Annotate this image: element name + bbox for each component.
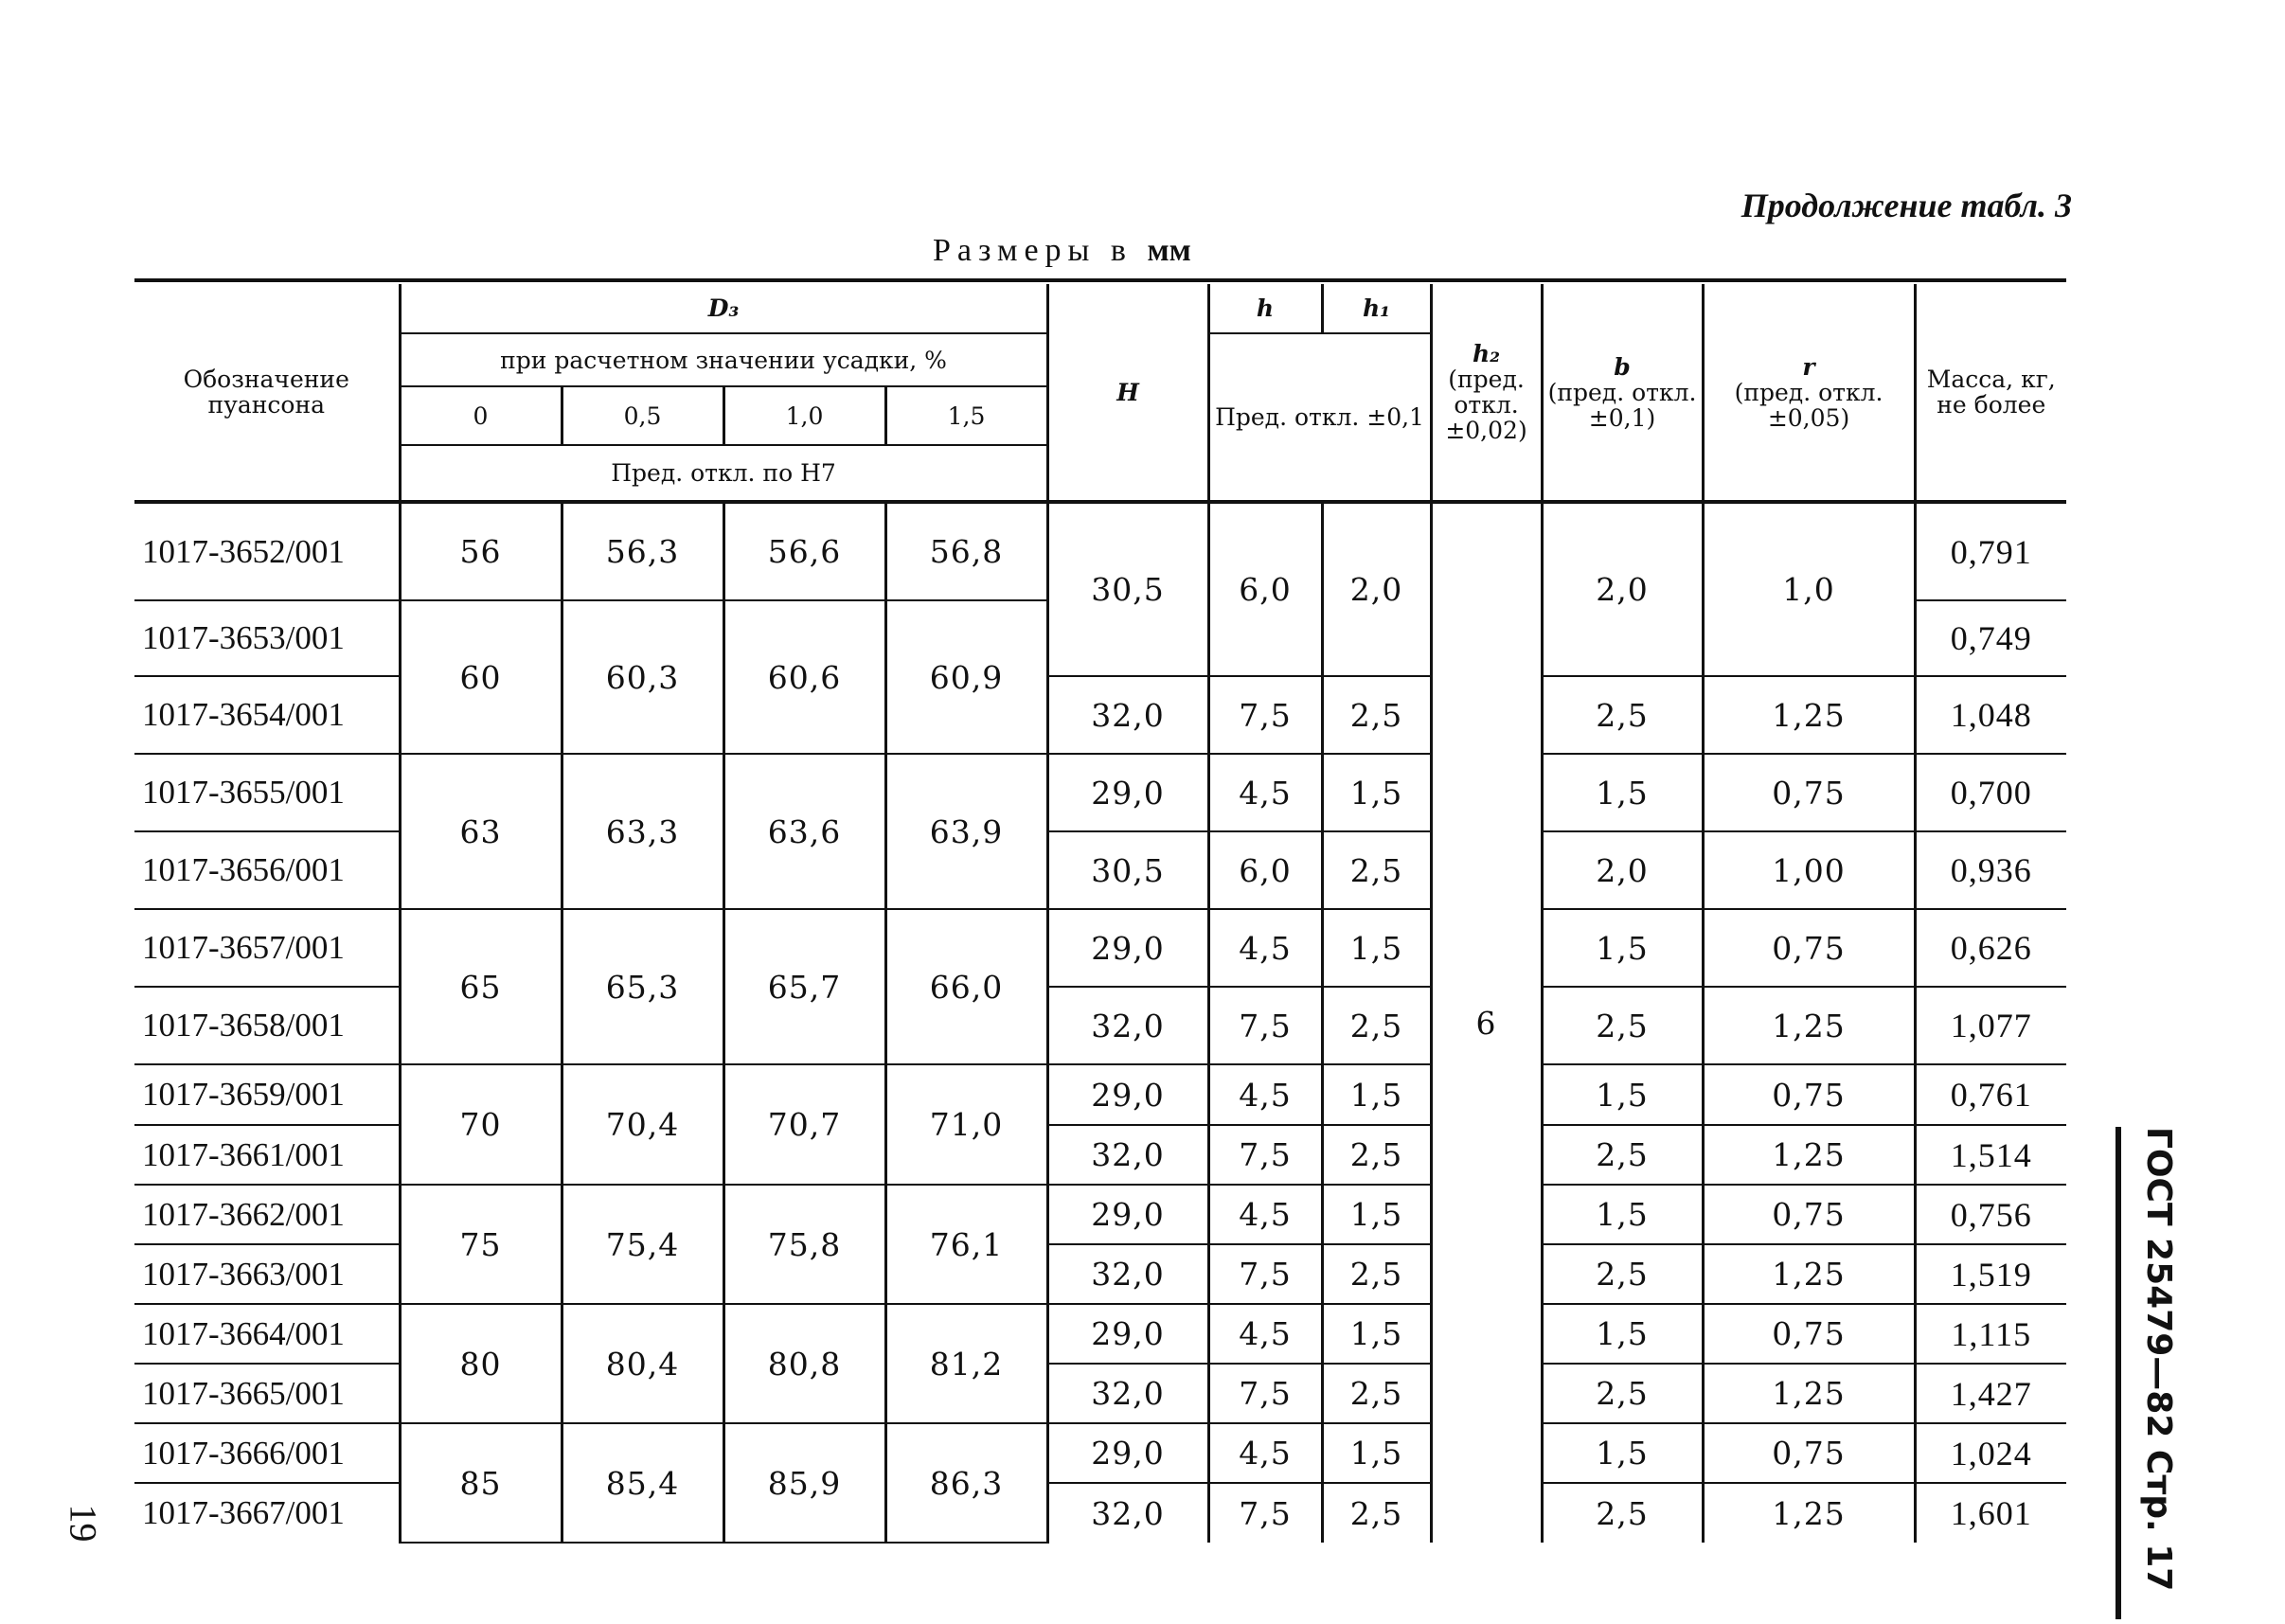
header-H: H <box>1047 284 1208 502</box>
h-value: 7,5 <box>1208 1483 1322 1543</box>
d3-value: 65,3 <box>562 909 723 1064</box>
header-h2-tol: (пред. откл. ±0,02) <box>1445 366 1527 444</box>
header-mass: Масса, кг, не более <box>1915 284 2066 502</box>
top-rule <box>134 278 2066 282</box>
table-row-code: 1017-3661/001 <box>134 1125 400 1185</box>
header-r <box>1703 284 1915 502</box>
H-value: 32,0 <box>1047 1244 1208 1304</box>
h-value: 6,0 <box>1208 502 1322 676</box>
table-row-code: 1017-3658/001 <box>134 987 400 1064</box>
d3-value: 85,9 <box>723 1423 885 1543</box>
d3-value: 60,3 <box>562 600 723 754</box>
r-value: 0,75 <box>1703 1185 1915 1244</box>
r-value: 1,25 <box>1703 1244 1915 1304</box>
d3-value: 65 <box>400 909 562 1064</box>
continuation-label: Продолжение табл. 3 <box>1741 187 2072 224</box>
b-value: 1,5 <box>1542 1304 1703 1364</box>
mass-value: 0,756 <box>1915 1185 2066 1244</box>
H-value: 32,0 <box>1047 1364 1208 1423</box>
h1-value: 2,5 <box>1322 1125 1431 1185</box>
table-row-code: 1017-3664/001 <box>134 1304 400 1364</box>
mass-value: 0,700 <box>1915 754 2066 831</box>
h1-value: 2,5 <box>1322 1483 1431 1543</box>
mass-value: 1,601 <box>1915 1483 2066 1543</box>
header-h2-symbol: h₂ <box>1472 340 1501 367</box>
punch-dimensions-table <box>134 284 2066 1544</box>
h1-value: 2,0 <box>1322 502 1431 676</box>
r-value: 0,75 <box>1703 1304 1915 1364</box>
r-value: 0,75 <box>1703 1423 1915 1483</box>
h-value: 7,5 <box>1208 676 1322 754</box>
d3-value: 56,8 <box>885 502 1047 600</box>
header-d3: D₃ <box>400 284 1047 333</box>
h2-value: 6 <box>1431 502 1542 1543</box>
header-r-tol: (пред. откл. ±0,05) <box>1734 378 1883 432</box>
r-value: 0,75 <box>1703 754 1915 831</box>
r-value: 1,00 <box>1703 831 1915 909</box>
H-value: 29,0 <box>1047 909 1208 987</box>
d3-value: 56,3 <box>562 502 723 600</box>
H-value: 32,0 <box>1047 987 1208 1064</box>
mass-value: 1,514 <box>1915 1125 2066 1185</box>
d3-value: 56 <box>400 502 562 600</box>
H-value: 30,5 <box>1047 502 1208 676</box>
d3-value: 63,9 <box>885 754 1047 909</box>
d3-value: 75,4 <box>562 1185 723 1304</box>
h-value: 4,5 <box>1208 1423 1322 1483</box>
d3-value: 63,6 <box>723 754 885 909</box>
table-row-code: 1017-3656/001 <box>134 831 400 909</box>
header-shrinkage: при расчетном значении усадки, % <box>400 333 1047 386</box>
d3-value: 81,2 <box>885 1304 1047 1423</box>
mass-value: 0,761 <box>1915 1064 2066 1125</box>
units-mm: мм <box>1147 233 1191 268</box>
h-value: 7,5 <box>1208 1125 1322 1185</box>
d3-value: 60,6 <box>723 600 885 754</box>
d3-value: 80,4 <box>562 1304 723 1423</box>
mass-value: 0,791 <box>1915 502 2066 600</box>
mass-value: 0,936 <box>1915 831 2066 909</box>
d3-value: 80,8 <box>723 1304 885 1423</box>
h-value: 4,5 <box>1208 754 1322 831</box>
mass-value: 1,519 <box>1915 1244 2066 1304</box>
b-value: 2,5 <box>1542 1244 1703 1304</box>
table-row-code: 1017-3655/001 <box>134 754 400 831</box>
b-value: 2,5 <box>1542 1364 1703 1423</box>
b-value: 2,0 <box>1542 831 1703 909</box>
mass-value: 1,024 <box>1915 1423 2066 1483</box>
d3-value: 66,0 <box>885 909 1047 1064</box>
mass-value: 0,626 <box>1915 909 2066 987</box>
table-row-code: 1017-3654/001 <box>134 676 400 754</box>
d3-value: 75,8 <box>723 1185 885 1304</box>
h-value: 7,5 <box>1208 987 1322 1064</box>
d3-value: 86,3 <box>885 1423 1047 1543</box>
h1-value: 1,5 <box>1322 909 1431 987</box>
h1-value: 1,5 <box>1322 754 1431 831</box>
r-value: 0,75 <box>1703 1064 1915 1125</box>
table-row-code: 1017-3659/001 <box>134 1064 400 1125</box>
r-value: 1,25 <box>1703 1483 1915 1543</box>
d3-value: 85 <box>400 1423 562 1543</box>
h-value: 7,5 <box>1208 1244 1322 1304</box>
b-value: 2,5 <box>1542 1483 1703 1543</box>
d3-value: 63 <box>400 754 562 909</box>
b-value: 2,5 <box>1542 987 1703 1064</box>
d3-value: 56,6 <box>723 502 885 600</box>
H-value: 29,0 <box>1047 1423 1208 1483</box>
header-b <box>1542 284 1703 502</box>
h1-value: 1,5 <box>1322 1423 1431 1483</box>
header-shrink-1-0: 1,0 <box>723 386 885 445</box>
page-number: 19 <box>62 1504 105 1543</box>
r-value: 1,25 <box>1703 1125 1915 1185</box>
b-value: 1,5 <box>1542 1185 1703 1244</box>
d3-value: 70,7 <box>723 1064 885 1185</box>
table-row-code: 1017-3652/001 <box>134 502 400 600</box>
h1-value: 2,5 <box>1322 1364 1431 1423</box>
h1-value: 1,5 <box>1322 1304 1431 1364</box>
table-row-code: 1017-3667/001 <box>142 1494 345 1531</box>
r-value: 1,0 <box>1703 502 1915 676</box>
header-shrink-0: 0 <box>400 386 562 445</box>
mass-value: 1,048 <box>1915 676 2066 754</box>
r-value: 1,25 <box>1703 1364 1915 1423</box>
header-r-symbol: r <box>1802 352 1815 381</box>
h1-value: 2,5 <box>1322 987 1431 1064</box>
r-value: 1,25 <box>1703 676 1915 754</box>
h-value: 4,5 <box>1208 1064 1322 1125</box>
b-value: 1,5 <box>1542 1064 1703 1125</box>
header-h-tol: Пред. откл. ±0,1 <box>1208 333 1431 502</box>
b-value: 2,5 <box>1542 1125 1703 1185</box>
b-value: 1,5 <box>1542 909 1703 987</box>
table-header <box>134 284 2066 502</box>
h-value: 4,5 <box>1208 1304 1322 1364</box>
header-b-tol: (пред. откл. ±0,1) <box>1547 378 1697 432</box>
d3-value: 70,4 <box>562 1064 723 1185</box>
table-row-code: 1017-3653/001 <box>134 600 400 676</box>
table-row-code: 1017-3666/001 <box>134 1423 400 1483</box>
header-shrink-1-5: 1,5 <box>885 386 1047 445</box>
units-text: Размеры в <box>933 233 1133 268</box>
d3-value: 65,7 <box>723 909 885 1064</box>
mass-value: 1,077 <box>1915 987 2066 1064</box>
header-h: h <box>1208 284 1322 333</box>
mass-value: 1,115 <box>1915 1304 2066 1364</box>
gost-side-label: ГОСТ 25479—82 Стр. 17 <box>2115 1127 2178 1619</box>
H-value: 32,0 <box>1047 1125 1208 1185</box>
h-value: 4,5 <box>1208 909 1322 987</box>
table-row-code: 1017-3657/001 <box>134 909 400 987</box>
d3-value: 71,0 <box>885 1064 1047 1185</box>
table-body <box>134 502 2066 1543</box>
b-value: 2,5 <box>1542 676 1703 754</box>
H-value: 29,0 <box>1047 754 1208 831</box>
d3-value: 80 <box>400 1304 562 1423</box>
h1-value: 2,5 <box>1322 1244 1431 1304</box>
header-shrink-0-5: 0,5 <box>562 386 723 445</box>
header-h2 <box>1431 284 1542 502</box>
h1-value: 1,5 <box>1322 1185 1431 1244</box>
header-h1: h₁ <box>1322 284 1431 333</box>
d3-value: 75 <box>400 1185 562 1304</box>
r-value: 1,25 <box>1703 987 1915 1064</box>
b-value: 1,5 <box>1542 1423 1703 1483</box>
h-value: 6,0 <box>1208 831 1322 909</box>
table-row-code: 1017-3662/001 <box>134 1185 400 1244</box>
h-value: 4,5 <box>1208 1185 1322 1244</box>
H-value: 29,0 <box>1047 1304 1208 1364</box>
d3-value: 63,3 <box>562 754 723 909</box>
h1-value: 1,5 <box>1322 1064 1431 1125</box>
h-value: 7,5 <box>1208 1364 1322 1423</box>
b-value: 2,0 <box>1542 502 1703 676</box>
table-row-code: 1017-3665/001 <box>134 1364 400 1423</box>
b-value: 1,5 <box>1542 754 1703 831</box>
H-value: 32,0 <box>1047 676 1208 754</box>
d3-value: 60,9 <box>885 600 1047 754</box>
h1-value: 2,5 <box>1322 831 1431 909</box>
h1-value: 2,5 <box>1322 676 1431 754</box>
d3-value: 60 <box>400 600 562 754</box>
d3-value: 76,1 <box>885 1185 1047 1304</box>
H-value: 30,5 <box>1047 831 1208 909</box>
table-row-code: 1017-3663/001 <box>134 1244 400 1304</box>
mass-value: 1,427 <box>1915 1364 2066 1423</box>
r-value: 0,75 <box>1703 909 1915 987</box>
H-value: 29,0 <box>1047 1064 1208 1125</box>
mass-value: 0,749 <box>1915 600 2066 676</box>
H-value: 32,0 <box>1047 1483 1208 1543</box>
units-caption <box>933 233 1191 269</box>
header-tolerance-h7: Пред. откл. по H7 <box>400 445 1047 502</box>
header-b-symbol: b <box>1614 352 1631 381</box>
H-value: 29,0 <box>1047 1185 1208 1244</box>
header-designation: Обозначение пуансона <box>134 284 400 502</box>
d3-value: 85,4 <box>562 1423 723 1543</box>
d3-value: 70 <box>400 1064 562 1185</box>
